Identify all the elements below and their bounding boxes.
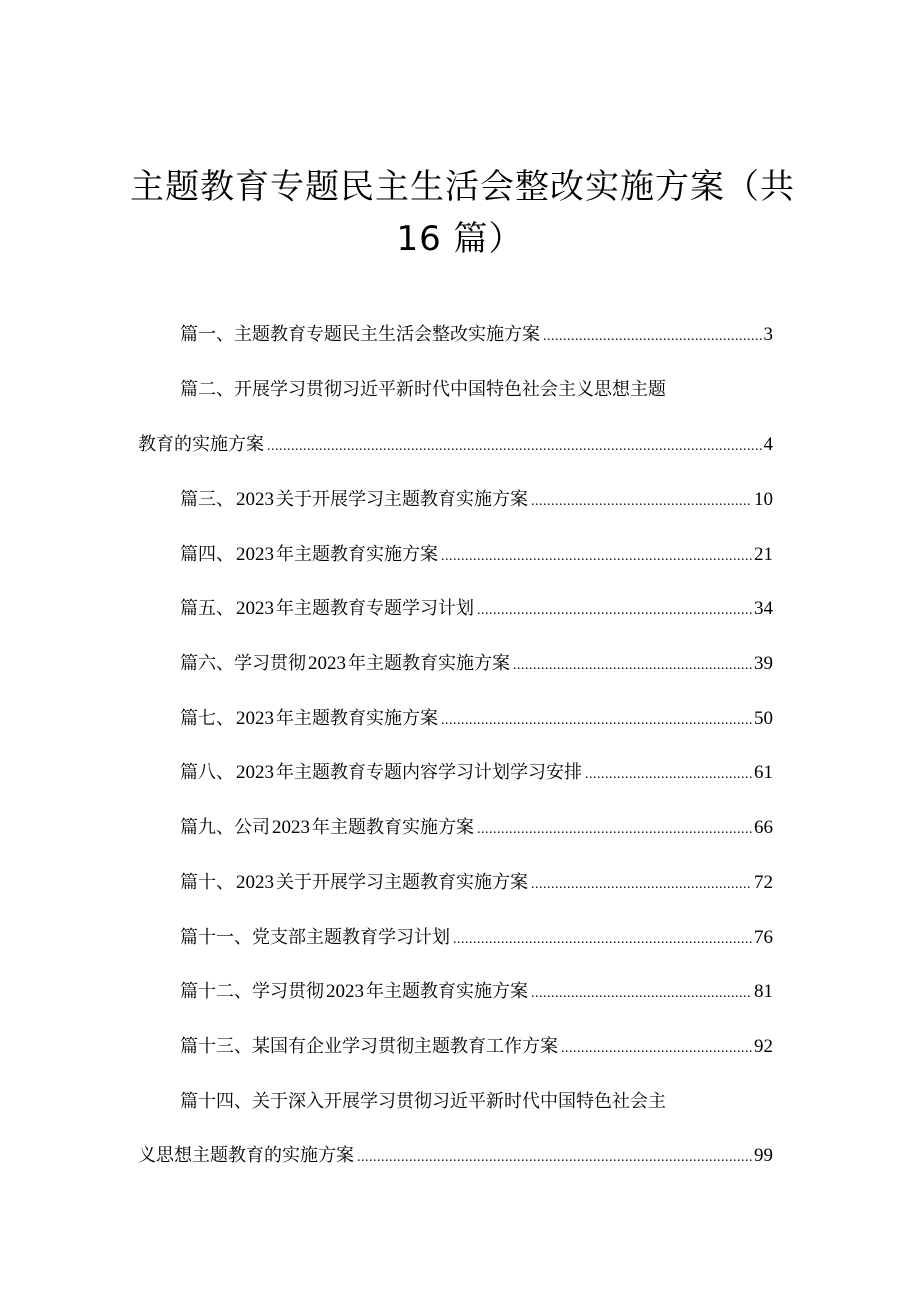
toc-entry-title (180, 815, 474, 841)
toc-leader-dots (267, 434, 762, 460)
toc-page-number: 21 (754, 544, 773, 565)
toc-entry-label: 篇四、 (180, 544, 234, 565)
toc-entry-label: 篇五、 (180, 598, 234, 619)
toc-entry-title-continued: 义思想主题教育的实施方案 (138, 1145, 354, 1166)
toc-leader-dots (531, 872, 752, 898)
toc-entry-rest: 年主题教育实施方案 (366, 981, 528, 1002)
toc-leader-dots (543, 324, 762, 350)
toc-entry-8[interactable] (180, 760, 773, 786)
toc-entry-title-continued: 教育的实施方案 (138, 434, 264, 455)
toc-entry-title: 篇十一、党支部主题教育学习计划 (180, 927, 450, 948)
toc-entry-year: 2023 (236, 598, 274, 619)
toc-entry-title (180, 596, 474, 622)
toc-page-number: 39 (754, 653, 773, 674)
toc-entry-title (180, 706, 438, 732)
toc-entry-14-line-1[interactable] (180, 1089, 720, 1115)
toc-entry-3[interactable] (180, 487, 773, 513)
toc-page-number: 10 (754, 489, 773, 510)
document-title-line-2: 16 篇） (396, 218, 524, 259)
toc-entry-year: 2023 (236, 708, 274, 729)
toc-leader-dots (513, 653, 752, 679)
toc-entry-9[interactable] (180, 815, 773, 841)
toc-entry-11[interactable] (180, 925, 773, 951)
toc-page-number: 3 (763, 324, 773, 345)
toc-entry-year: 2023 (236, 762, 274, 783)
toc-entry-rest: 年主题教育专题内容学习计划学习安排 (276, 762, 582, 783)
toc-entry-title (180, 760, 582, 786)
document-title-line-1: 主题教育专题民主生活会整改实施方案（共 (130, 166, 795, 207)
toc-page-number: 99 (754, 1145, 773, 1166)
toc-entry-title (180, 542, 438, 568)
toc-entry-title: 篇一、主题教育专题民主生活会整改实施方案 (180, 324, 540, 345)
toc-leader-dots (531, 489, 752, 515)
toc-entry-title (180, 651, 510, 677)
toc-entry-label: 篇七、 (180, 708, 234, 729)
toc-page-number: 61 (754, 762, 773, 783)
toc-leader-dots (561, 1036, 752, 1062)
toc-entry-title (180, 487, 528, 513)
toc-entry-5[interactable] (180, 596, 773, 622)
toc-page-number: 34 (754, 598, 773, 619)
toc-page-number: 76 (754, 927, 773, 948)
toc-entry-title: 篇二、开展学习贯彻习近平新时代中国特色社会主义思想主题 (180, 379, 666, 400)
toc-entry-7[interactable] (180, 706, 773, 732)
toc-page-number: 72 (754, 872, 773, 893)
toc-entry-label: 篇八、 (180, 762, 234, 783)
toc-leader-dots (585, 762, 752, 788)
toc-entry-title: 篇十四、关于深入开展学习贯彻习近平新时代中国特色社会主 (180, 1091, 666, 1112)
toc-entry-2-line-2[interactable] (138, 432, 773, 458)
toc-leader-dots (531, 981, 752, 1007)
toc-entry-rest: 年主题教育实施方案 (276, 708, 438, 729)
toc-entry-rest: 关于开展学习主题教育实施方案 (276, 489, 528, 510)
toc-entry-rest: 年主题教育实施方案 (348, 653, 510, 674)
toc-entry-rest: 年主题教育专题学习计划 (276, 598, 474, 619)
toc-page-number: 66 (754, 817, 773, 838)
toc-entry-title (180, 979, 528, 1005)
toc-entry-year: 2023 (236, 544, 274, 565)
toc-entry-12[interactable] (180, 979, 773, 1005)
toc-entry-label: 篇十、 (180, 872, 234, 893)
toc-entry-2-line-1[interactable] (180, 377, 720, 403)
toc-entry-rest: 年主题教育实施方案 (312, 817, 474, 838)
toc-entry-label: 篇十二、学习贯彻 (180, 981, 324, 1002)
toc-leader-dots (477, 598, 752, 624)
toc-entry-14-line-2[interactable] (138, 1143, 773, 1169)
toc-entry-rest: 年主题教育实施方案 (276, 544, 438, 565)
toc-leader-dots (477, 817, 752, 843)
toc-page-number: 81 (754, 981, 773, 1002)
toc-entry-year: 2023 (272, 817, 310, 838)
toc-entry-year: 2023 (236, 489, 274, 510)
toc-page-number: 92 (754, 1036, 773, 1057)
toc-entry-13[interactable] (180, 1034, 773, 1060)
toc-entry-year: 2023 (236, 872, 274, 893)
toc-entry-10[interactable] (180, 870, 773, 896)
toc-entry-label: 篇六、学习贯彻 (180, 653, 306, 674)
toc-leader-dots (441, 708, 752, 734)
toc-entry-4[interactable] (180, 542, 773, 568)
toc-entry-6[interactable] (180, 651, 773, 677)
toc-entry-label: 篇三、 (180, 489, 234, 510)
toc-entry-title (180, 870, 528, 896)
toc-page-number: 50 (754, 708, 773, 729)
toc-entry-rest: 关于开展学习主题教育实施方案 (276, 872, 528, 893)
toc-entry-label: 篇九、公司 (180, 817, 270, 838)
toc-entry-year: 2023 (308, 653, 346, 674)
toc-leader-dots (441, 544, 752, 570)
toc-leader-dots (357, 1145, 752, 1171)
toc-page-number: 4 (763, 434, 773, 455)
toc-entry-title: 篇十三、某国有企业学习贯彻主题教育工作方案 (180, 1036, 558, 1057)
toc-entry-year: 2023 (326, 981, 364, 1002)
toc-leader-dots (453, 927, 752, 953)
toc-entry-1[interactable] (180, 322, 773, 348)
